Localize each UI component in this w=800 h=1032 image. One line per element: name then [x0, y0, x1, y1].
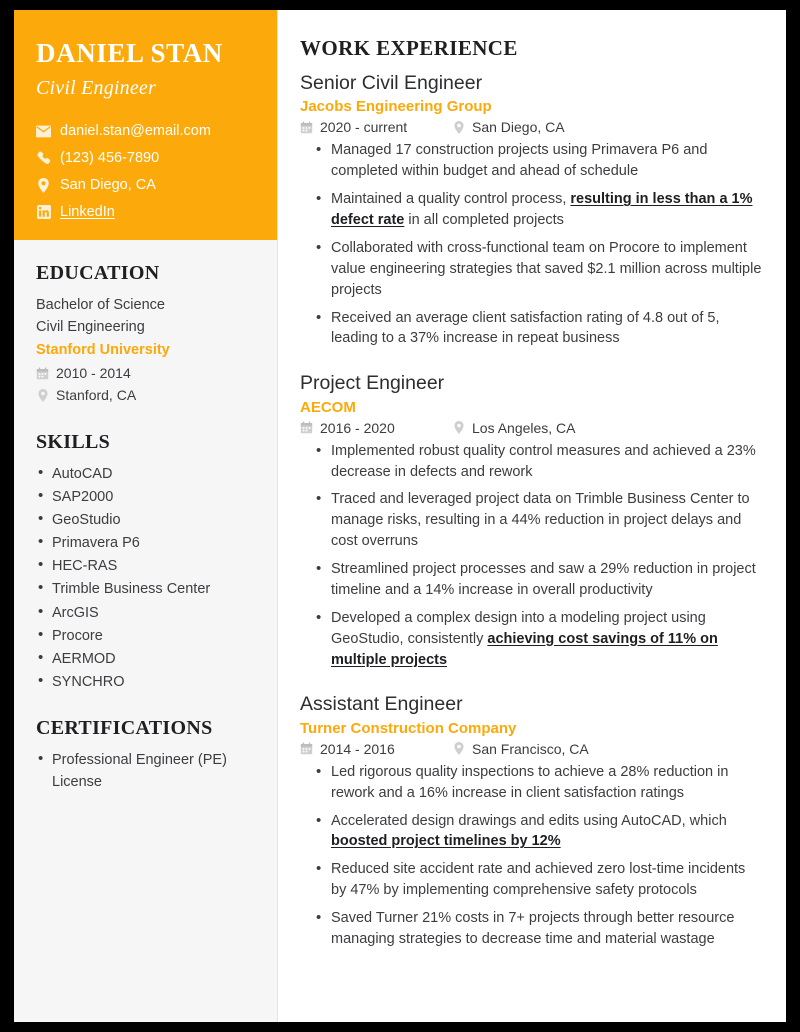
job-bullet — [314, 559, 764, 601]
job-location: San Francisco, CA — [472, 740, 589, 757]
education-degree: Bachelor of Science — [36, 297, 165, 313]
skills-section — [36, 431, 255, 694]
skill-item: • SAP2000 — [36, 486, 255, 508]
skill-item: • ArcGIS — [36, 602, 255, 624]
contact-row[interactable] — [36, 149, 255, 168]
map-pin-icon — [452, 421, 465, 434]
candidate-name: DANIEL STAN — [36, 38, 223, 68]
job-entry — [300, 692, 764, 949]
education-location-row — [36, 385, 255, 407]
education-field: Civil Engineering — [36, 319, 145, 336]
education-section — [36, 262, 255, 407]
contact-row[interactable] — [36, 203, 255, 222]
phone-icon — [36, 151, 51, 166]
main-column — [278, 10, 786, 1022]
map-pin-icon — [36, 178, 51, 193]
job-location-row — [452, 119, 565, 135]
skill-item: • Primavera P6 — [36, 532, 255, 554]
job-bullet-list — [300, 441, 764, 671]
skill-item: • HEC-RAS — [36, 555, 255, 577]
job-company: AECOM — [300, 398, 356, 416]
map-pin-icon — [452, 742, 465, 755]
job-bullet — [314, 489, 764, 552]
job-dates: 2020 - current — [320, 119, 408, 136]
bullet-text: Collaborated with cross-functional team on Procore to implement value engineering strategies that saved $2.1 million across multiple projects — [331, 239, 762, 298]
bullet-text: Implemented robust quality control measures and achieved a 23% decrease in defects and rework — [331, 442, 756, 480]
skill-item: • SYNCHRO — [36, 671, 255, 693]
skill-item: • Trimble Business Center — [36, 578, 255, 600]
job-role: Assistant Engineer — [300, 693, 463, 716]
job-bullet — [314, 908, 764, 950]
job-meta — [300, 741, 764, 757]
bullet-text: Reduced site accident rate and achieved zero lost-time incidents by 47% by implementing comprehensive safety protocols — [331, 861, 746, 899]
job-list — [300, 71, 764, 950]
work-experience-heading: WORK EXPERIENCE — [300, 36, 518, 60]
certification-item: • Professional Engineer (PE) License — [36, 749, 255, 793]
contact-row[interactable] — [36, 122, 255, 141]
certifications-section — [36, 717, 255, 793]
job-dates-row — [300, 119, 452, 135]
bullet-text: Saved Turner 21% costs in 7+ projects through better resource managing strategies to decrease time and material wastage — [331, 910, 735, 947]
bullet-text: Received an average client satisfaction rating of 4.8 out of 5, leading to a 37% increase in repeat business — [331, 309, 720, 347]
skills-heading: SKILLS — [36, 430, 111, 453]
job-bullet — [314, 762, 764, 804]
job-bullet — [314, 308, 764, 350]
contact-row[interactable] — [36, 176, 255, 195]
bullet-highlight: achieving cost savings of 11% on multiple projects — [331, 630, 718, 668]
job-dates: 2014 - 2016 — [320, 740, 395, 757]
contact-text: San Diego, CA — [60, 176, 156, 193]
job-bullet — [314, 140, 764, 182]
bullet-text: Developed a complex design into a modeling project using GeoStudio, consistently — [331, 609, 706, 647]
job-role: Project Engineer — [300, 372, 445, 395]
certifications-heading: CERTIFICATIONS — [36, 717, 213, 740]
sidebar-header — [14, 10, 277, 240]
education-dates: 2010 - 2014 — [56, 365, 131, 382]
education-location: Stanford, CA — [56, 386, 137, 403]
contact-text: (123) 456-7890 — [60, 150, 160, 167]
education-school: Stanford University — [36, 341, 170, 358]
bullet-text: Led rigorous quality inspections to achieve a 28% reduction in rework and a 16% increase in client satisfaction ratings — [331, 763, 729, 801]
job-meta — [300, 119, 764, 135]
contact-list — [36, 122, 255, 221]
bullet-highlight: boosted project timelines by 12% — [331, 833, 561, 850]
sidebar — [14, 10, 278, 1022]
job-dates-row — [300, 420, 452, 436]
skills-list — [36, 463, 255, 694]
job-bullet — [314, 238, 764, 301]
skill-item: • AERMOD — [36, 648, 255, 670]
job-entry — [300, 71, 764, 349]
calendar-icon — [300, 421, 313, 434]
job-entry — [300, 371, 764, 670]
calendar-icon — [300, 742, 313, 755]
calendar-icon — [300, 121, 313, 134]
bullet-text: Managed 17 construction projects using Primavera P6 and completed within budget and ahead of schedule — [331, 142, 708, 180]
bullet-highlight: resulting in less than a 1% defect rate — [331, 191, 753, 228]
contact-text[interactable]: LinkedIn — [60, 203, 115, 220]
bullet-text: Streamlined project processes and saw a 29% reduction in project timeline and a 14% increase in overall productivity — [331, 561, 756, 598]
resume-page — [14, 10, 786, 1022]
skill-item: • AutoCAD — [36, 463, 255, 485]
job-dates: 2016 - 2020 — [320, 419, 395, 436]
certifications-list — [36, 749, 255, 793]
job-company: Jacobs Engineering Group — [300, 98, 492, 116]
job-dates-row — [300, 741, 452, 757]
linkedin-icon — [36, 205, 51, 220]
job-location-row — [452, 741, 589, 757]
job-location: San Diego, CA — [472, 119, 565, 136]
job-bullet — [314, 811, 764, 853]
job-bullet — [314, 859, 764, 901]
job-role: Senior Civil Engineer — [300, 72, 483, 94]
sidebar-body — [14, 240, 277, 794]
bullet-text: Maintained a quality control process, — [331, 191, 571, 208]
map-pin-icon — [452, 121, 465, 134]
job-bullet-list — [300, 140, 764, 349]
skill-item: • GeoStudio — [36, 509, 255, 531]
job-company: Turner Construction Company — [300, 719, 517, 737]
job-meta — [300, 420, 764, 436]
job-location-row — [452, 420, 576, 436]
job-bullet — [314, 441, 764, 483]
bullet-text: Traced and leveraged project data on Trimble Business Center to manage risks, resulting in a 44% reduction in project delays and cost overruns — [331, 491, 750, 550]
job-bullet — [314, 189, 764, 231]
job-bullet — [314, 608, 764, 671]
education-heading: EDUCATION — [36, 262, 160, 284]
skill-item: • Procore — [36, 625, 255, 647]
candidate-job-title: Civil Engineer — [36, 77, 156, 100]
envelope-icon — [36, 124, 51, 139]
education-dates-row — [36, 363, 255, 385]
job-location: Los Angeles, CA — [472, 419, 576, 436]
contact-text: daniel.stan@email.com — [60, 123, 211, 140]
bullet-text: Accelerated design drawings and edits using AutoCAD, which — [331, 812, 727, 829]
calendar-icon — [36, 367, 49, 380]
map-pin-icon — [36, 389, 49, 402]
job-bullet-list — [300, 762, 764, 950]
bullet-text: in all completed projects — [404, 212, 564, 228]
